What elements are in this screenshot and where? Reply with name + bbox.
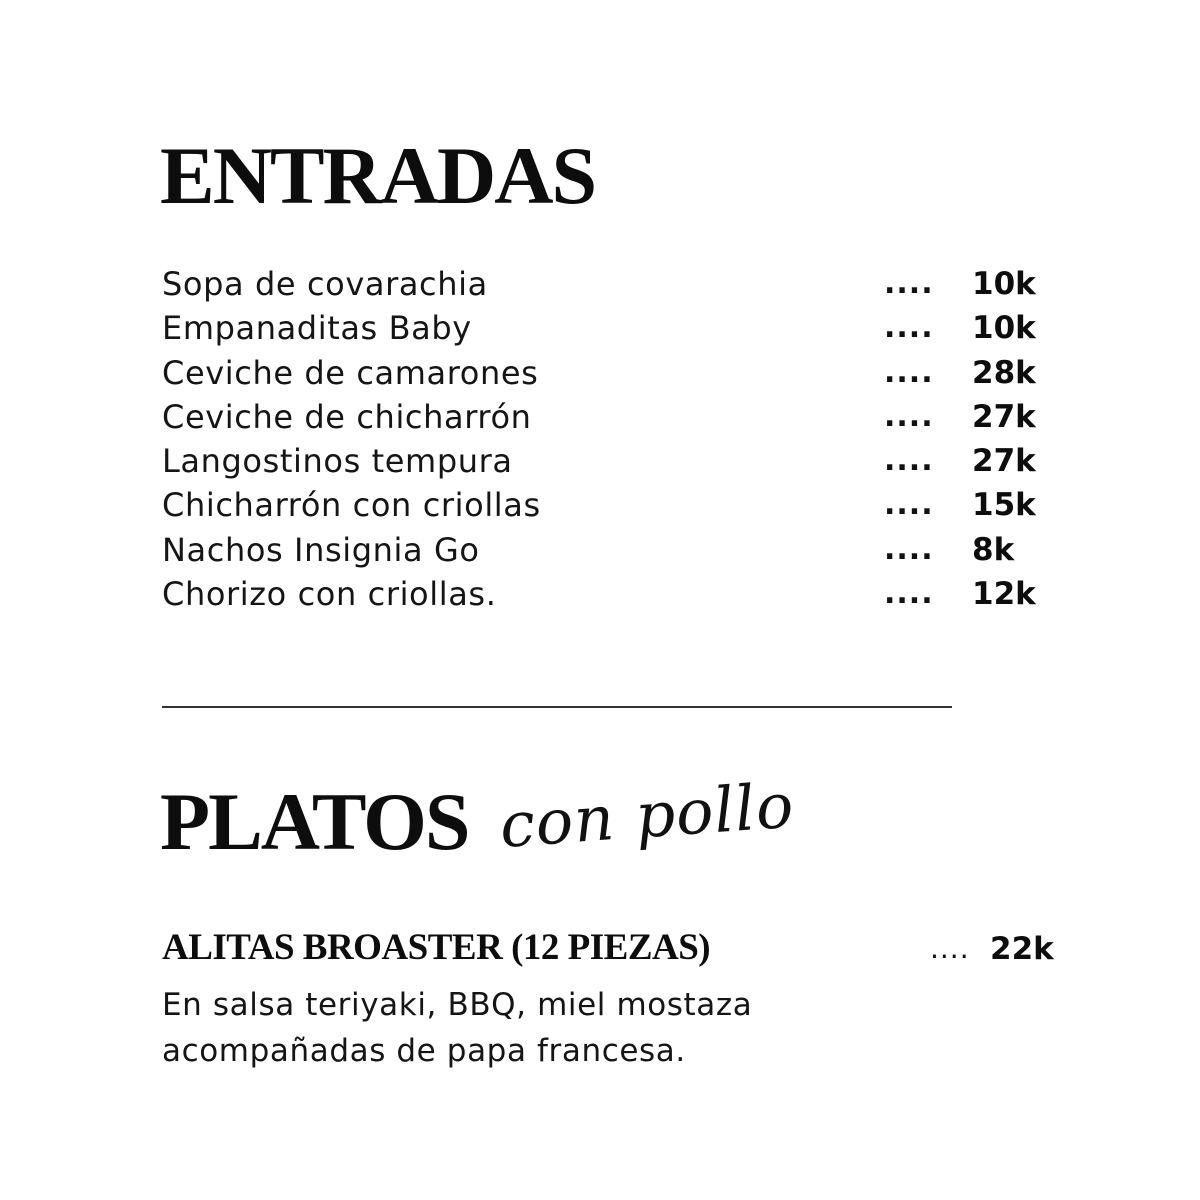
item-name: Ceviche de camarones: [162, 353, 539, 392]
item-name: Langostinos tempura: [162, 442, 513, 481]
menu-item: [162, 439, 1062, 483]
section-subtitle-script: con pollo: [497, 768, 797, 862]
item-price: 28k: [972, 354, 1036, 391]
item-leader-dots: ....: [884, 443, 934, 479]
dish-leader-dots: ....: [930, 932, 970, 965]
entradas-list: [162, 262, 1062, 616]
item-leader-dots: ....: [884, 487, 934, 523]
dish-description-line: En salsa teriyaki, BBQ, miel mostaza: [162, 987, 753, 1023]
menu-item: [162, 306, 1062, 350]
item-price: 8k: [972, 531, 1015, 568]
item-name: Nachos Insignia Go: [162, 530, 480, 569]
item-price: 10k: [972, 310, 1036, 347]
item-name: Chorizo con criollas.: [162, 575, 497, 614]
section-title-platos: PLATOS: [160, 776, 469, 867]
item-price: 10k: [972, 266, 1036, 302]
section-title-entradas: ENTRADAS: [160, 130, 596, 221]
dish-price: 22k: [990, 931, 1054, 967]
dish-description-line: acompañadas de papa francesa.: [162, 1033, 686, 1069]
item-leader-dots: ....: [884, 310, 934, 346]
item-leader-dots: ....: [884, 398, 934, 434]
item-name: Ceviche de chicharrón: [162, 397, 532, 436]
item-leader-dots: ....: [884, 576, 934, 612]
dish-name: ALITAS BROASTER (12 PIEZAS): [162, 927, 711, 968]
item-price: 12k: [972, 576, 1036, 613]
item-leader-dots: ....: [884, 266, 934, 301]
item-price: 27k: [972, 443, 1036, 480]
menu-item: [162, 572, 1062, 616]
section-divider: [162, 706, 952, 708]
item-name: Empanaditas Baby: [162, 309, 472, 348]
item-name: Sopa de covarachia: [162, 265, 488, 303]
item-price: 15k: [972, 487, 1036, 524]
item-price: 27k: [972, 398, 1036, 435]
item-leader-dots: ....: [884, 354, 934, 390]
dish-description: [162, 982, 922, 1074]
item-name: Chicharrón con criollas: [162, 486, 541, 525]
menu-item: [162, 528, 1062, 572]
menu-item: [162, 351, 1062, 395]
menu-item: [162, 395, 1062, 439]
menu-item: [162, 483, 1062, 527]
menu-item: [162, 262, 1062, 306]
item-leader-dots: ....: [884, 531, 934, 567]
